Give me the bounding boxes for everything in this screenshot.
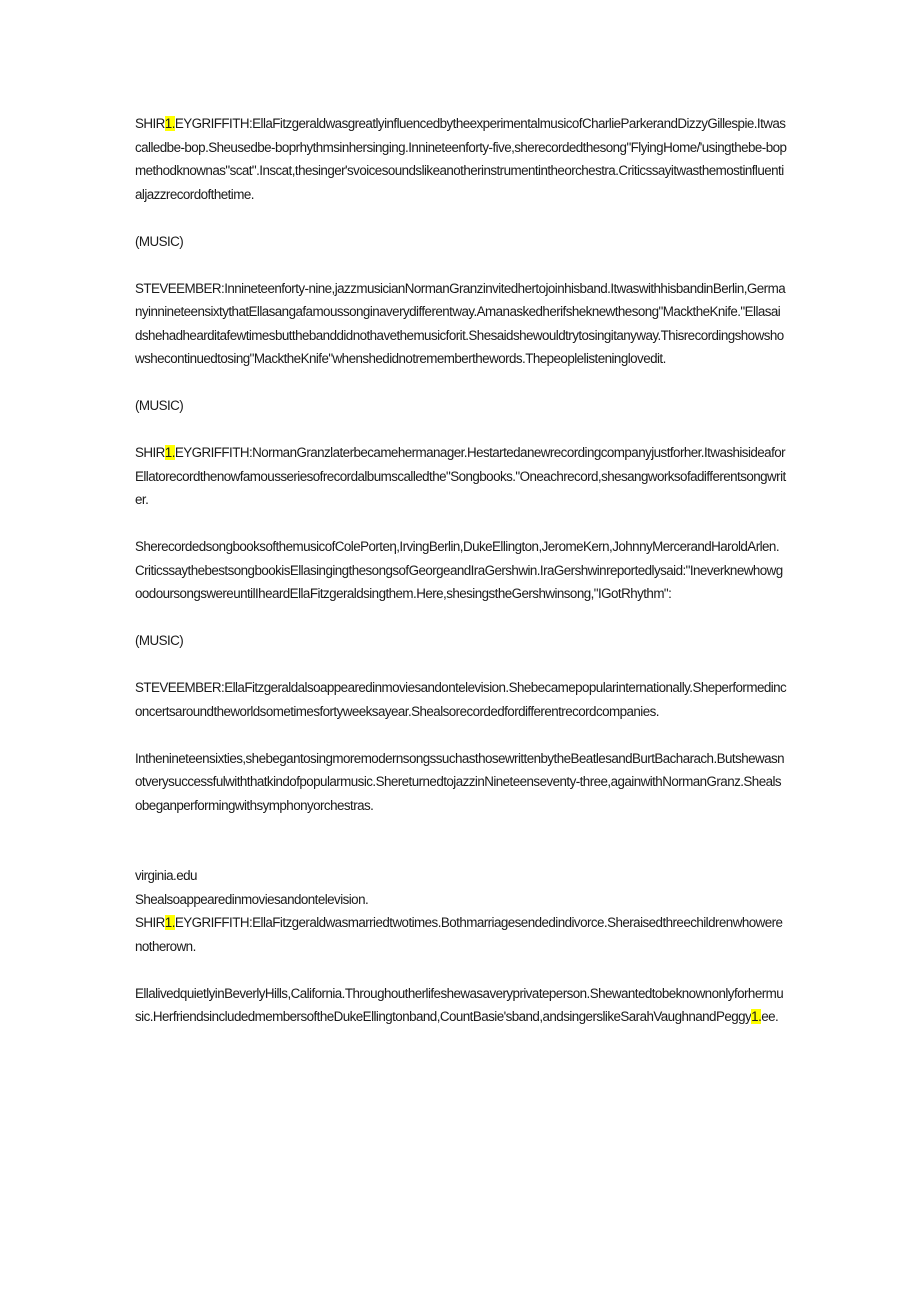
speaker-prefix: SHIR	[135, 445, 165, 460]
paragraph-ember-2: STEVEEMBER:EllaFitzgeraldalsoappearedinmoviesandontelevision.Shebecamepopularinternationally.Sheperformedinconcertsaroundtheworldsometimesfortyweeksayear.Shealsorecordedfordifferentrecordcompanies.	[135, 680, 787, 719]
paragraph-text: EYGRIFFITH:EllaFitzgeraldwasmarriedtwotimes.Bothmarriagesendedindivorce.Sheraisedthreechildrenwhowerenotherown.	[135, 915, 783, 954]
source-caption: Shealsoappearedinmoviesandontelevision.	[135, 891, 369, 907]
highlighted-marker: 1.	[164, 116, 175, 131]
paragraph-griffith-3	[135, 911, 787, 958]
music-cue: (MUSIC)	[135, 398, 184, 413]
speaker-prefix: SHIR	[135, 915, 165, 930]
paragraph-text: EYGRIFFITH:NormanGranzlaterbecamehermanager.Hestartedanewrecordingcompanyjustforher.ItwashisideaforEllatorecordthenowfamousseriesofrecordalbumscalledthe"Songbooks."Oneachrecord,shesangworksofadifferentsongwriter.	[135, 445, 786, 507]
speaker-prefix: SHIR	[135, 116, 165, 131]
highlighted-marker: 1.	[751, 1009, 762, 1024]
paragraph-songbooks: SherecordedsongbooksofthemusicofColePorteη,IrvingBerlin,DukeEllington,JeromeKern,JohnnyMercerandHaroldArlen.CriticssaythebestsongbookisEllasingingthesongsofGeorgeandIraGershwin.IraGershwinreportedlysaid:"IneverknewhowgoodoursongswereuntilIheardEllaFitzgeraldsingthem.Here,shesingstheGershwinsong,"IGotRhythm":	[135, 539, 783, 601]
music-cue: (MUSIC)	[135, 233, 184, 249]
spacer	[135, 841, 787, 865]
paragraph-ember-1: STEVEEMBER:Innineteenforty-nine,jazzmusicianNormanGranzinvitedhertojoinhisband.ItwaswithhisbandinBerlin,GermanyinnineteensixtythatEllasangafamoussonginaverydifferentway.Amanaskedherifsheknewthesong"MacktheKnife."Ellasaidshehadhearditafewtimesbutthebanddidnothavethemusicforit.Shesaidshewouldtrytosingitanyway.Thisrecordingshowshowshecontinuedtosing"MacktheKnife"whenshedidnotrememberthewords.Thepeoplelisteninglovedit.	[135, 280, 786, 366]
music-cue: (MUSIC)	[135, 633, 184, 648]
paragraph-text: EYGRIFFITH:EllaFitzgeraldwasgreatlyinfluencedbytheexperimentalmusicofCharlieParkerandDizzyGillespie.Itwascalledbe-bop.Sheusedbe-boprhythmsinhersinging.Innineteenforty-five,sherecordedthesong"FlyingHome/'usingthebe-bopmethodknownas"scat".Inscat,thesinger'svoicesoundslikeanotherinstrumentintheorchestra.Criticssayitwasthemostinfluentialjazzrecordofthetime.	[135, 116, 787, 202]
paragraph-griffith-1	[135, 112, 787, 206]
paragraph-griffith-2	[135, 441, 787, 512]
paragraph-text: EllalivedquietlyinBeverlyHills,California.Throughoutherlifeshewasaveryprivateperson.Shewantedtobeknownonlyforhermusic.HerfriendsincludedmembersoftheDukeEllingtonband,CountBasie'sband,andsingerslikeSarahVaughnandPeggy	[135, 985, 784, 1024]
highlighted-marker: 1.	[164, 445, 175, 460]
highlighted-marker: 1.	[164, 915, 175, 930]
paragraph-text-end: ee.	[761, 1009, 779, 1024]
document-body	[135, 112, 787, 1052]
paragraph-sixties: Inthenineteensixties,shebegantosingmoremodernsongssuchasthosewrittenbytheBeatlesandBurtBacharach.Butshewasnotverysuccessfulwiththatkindofpopularmusic.ShereturnedtojazzinNineteenseventy-three,againwithNormanGranz.Shealsobeganperformingwithsymphonyorchestras.	[135, 750, 785, 813]
paragraph-beverly-hills	[135, 982, 787, 1029]
source-line: virginia.edu	[135, 868, 197, 883]
